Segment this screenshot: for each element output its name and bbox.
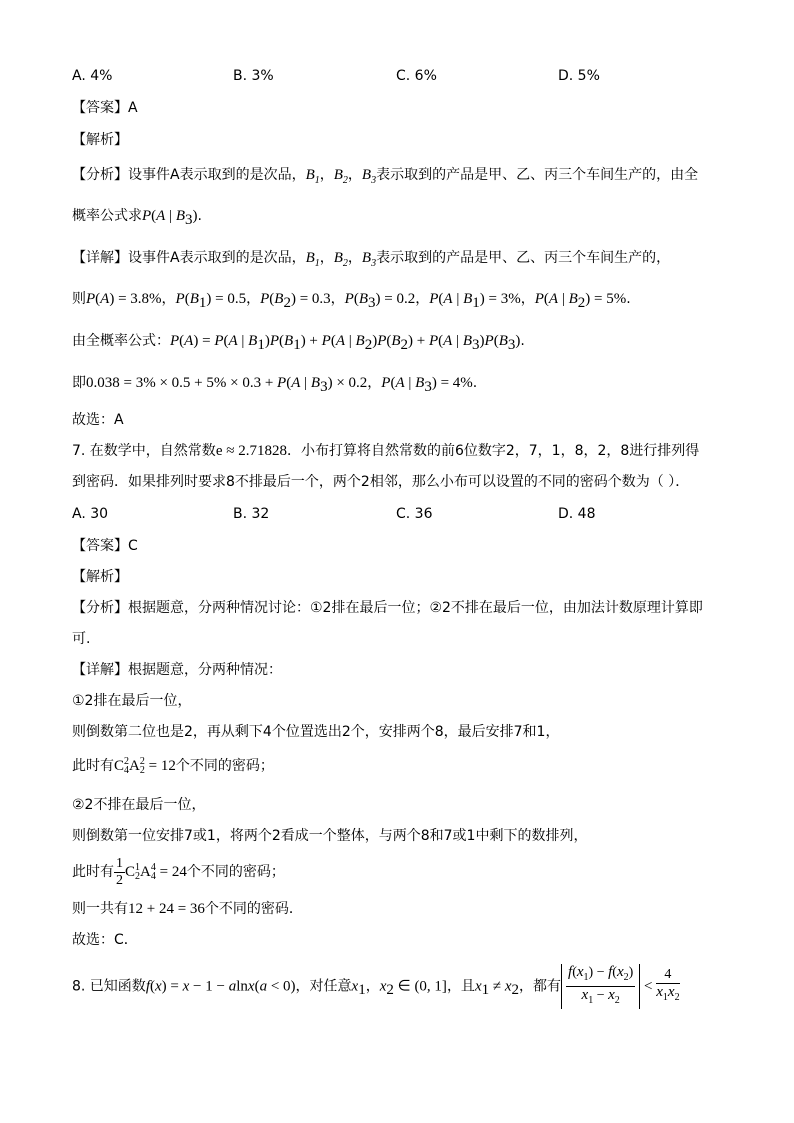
q7-option-b: B. 32	[233, 506, 270, 522]
q6-choose: 故选：A	[72, 412, 124, 428]
q7-case2-count: 此时有 $\frac{1}{2}$ C1 2A4 4 = 24个不同的密码；	[72, 855, 285, 888]
q6-option-b: B. 3%	[233, 68, 274, 84]
q7-analysis-heading: 【解析】	[72, 569, 128, 585]
q7-choose: 故选：C．	[72, 932, 138, 948]
q7-case2-title: ②2不排在最后一位，	[72, 797, 206, 813]
q8-stem: 8. 已知函数f(x) = x − 1 − alnx(a < 0)，对任意$x_1$，$x_2$ ∈ (0, 1]，且$x_1 \ne x_2$，都有 $\frac{f(x_1) - f(x_2)}{x_1 - x_2}$ < $\frac{4}{x_1x_2}$	[72, 964, 680, 1010]
q6-option-d: D. 5%	[558, 68, 600, 84]
q6-analysis-heading: 【解析】	[72, 132, 128, 148]
q7-stem-line2: 到密码．如果排列时要求8不排最后一个，两个2相邻，那么小布可以设置的不同的密码个数为（ ）．	[72, 474, 690, 490]
q6-option-a: A. 4%	[72, 68, 113, 84]
q7-stem-line1: 7. 在数学中，自然常数e ≈ 2.71828．小布打算将自然常数的前6位数字2，7，1，8，2，8进行排列得	[72, 443, 700, 459]
q7-option-d: D. 48	[558, 506, 596, 522]
q7-option-a: A. 30	[72, 506, 109, 522]
q6-detail-line1: 【详解】设事件A表示取到的是次品，$B_1$，$B_2$，$B_3$表示取到的产品是甲、乙、丙三个车间生产的，	[72, 250, 671, 269]
q6-detail-line2: 则P(A) = 3.8%，$P(B_1) = 0.5$，$P(B_2) = 0.3$，$P(B_3) = 0.2$，P(A | $B_1) = 3\%$，P(A | $B_2) = 5\%$.	[72, 291, 631, 311]
q6-fenxi-line2: 概率公式求P(A | $B_3$).	[72, 208, 202, 228]
q7-case1-desc: 则倒数第二位也是2，再从剩下4个位置选出2个，安排两个8，最后安排7和1，	[72, 724, 560, 740]
q7-case1-title: ①2排在最后一位，	[72, 693, 192, 709]
q7-answer: 【答案】C	[72, 538, 138, 554]
q6-option-c: C. 6%	[396, 68, 437, 84]
q7-option-c: C. 36	[396, 506, 433, 522]
q6-calculation: 即0.038 = 3% × 0.5 + 5% × 0.3 + P(A | $B_3) \times 0.2$，P(A | $B_3) = 4\%$.	[72, 375, 478, 395]
q7-total: 则一共有12 + 24 = 36个不同的密码．	[72, 901, 303, 917]
q6-total-probability-formula: 由全概率公式：P(A) = P(A | $B_1)P(B_1) + P(A$ | $B_2)P(B_2) + P(A$ | $B_3)P(B_3)$.	[72, 333, 525, 353]
absolute-value-bars: $\frac{f(x_1) - f(x_2)}{x_1 - x_2}$	[561, 964, 640, 1009]
q6-fenxi-line1: 【分析】设事件A表示取到的是次品，$B_1$，$B_2$，$B_3$表示取到的产品是甲、乙、丙三个车间生产的，由全	[72, 167, 699, 186]
one-half-fraction: $\frac{1}{2}$	[116, 855, 123, 888]
q7-case1-count: 此时有C2 4A2 2 = 12个不同的密码；	[72, 756, 274, 776]
q7-fenxi-line2: 可.	[72, 631, 91, 647]
q7-detail-line1: 【详解】根据题意，分两种情况：	[72, 662, 282, 678]
q7-fenxi-line1: 【分析】根据题意，分两种情况讨论：①2排在最后一位；②2不排在最后一位，由加法计数原理计算即	[72, 600, 703, 616]
q6-answer: 【答案】A	[72, 100, 138, 116]
q7-case2-desc: 则倒数第一位安排7或1，将两个2看成一个整体，与两个8和7或1中剩下的数排列，	[72, 828, 588, 844]
